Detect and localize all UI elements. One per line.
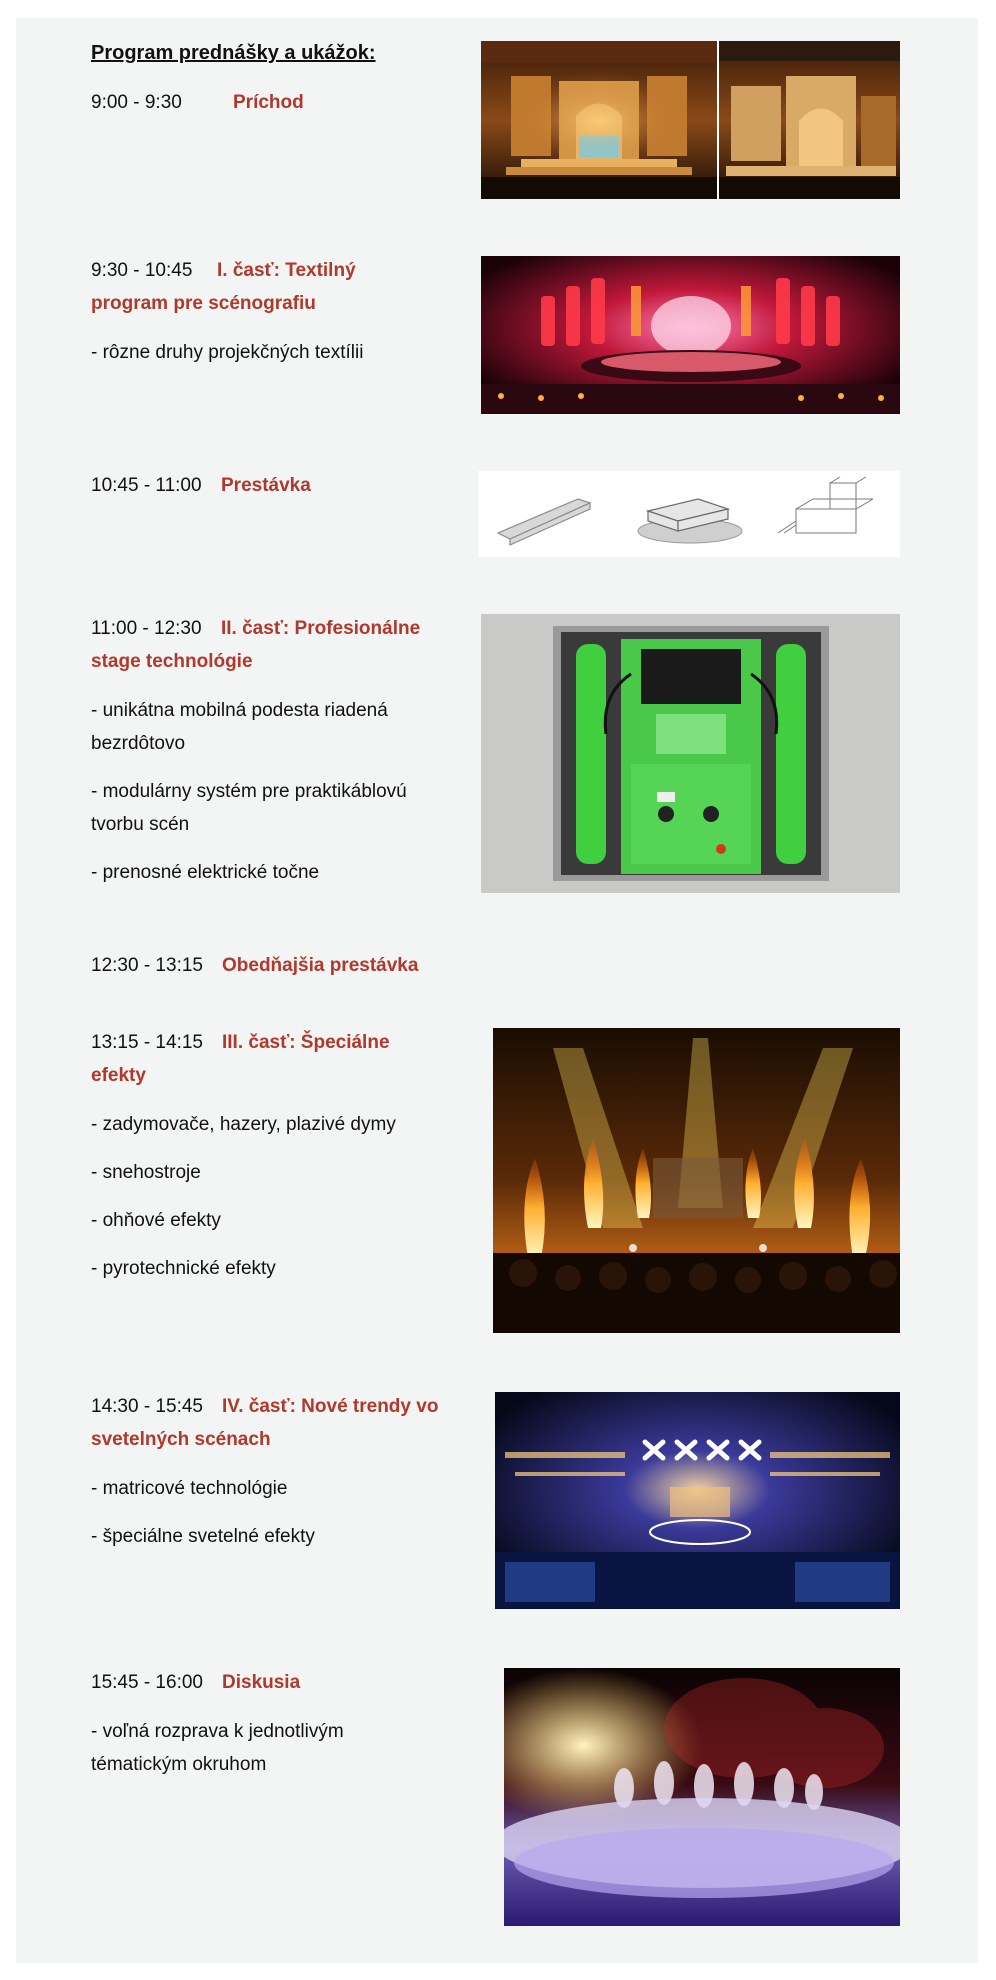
session-6-item-3: - ohňové efekty [91, 1210, 221, 1231]
session-6-item-4: - pyrotechnické efekty [91, 1258, 276, 1279]
stage-set-photo [481, 41, 900, 199]
time-4: 11:00 - 12:30 [91, 618, 202, 639]
session-title-7: IV. časť: Nové trendy vo [222, 1396, 439, 1417]
time-6: 13:15 - 14:15 [91, 1032, 203, 1053]
session-title-6: III. časť: Špeciálne [222, 1032, 390, 1053]
session-4-item-2: bezrdôtovo [91, 733, 186, 754]
session-title-3: Prestávka [221, 475, 311, 496]
session-2-item-1: - rôzne druhy projekčných textílii [91, 342, 364, 363]
session-8-item-2: tématickým okruhom [91, 1754, 267, 1775]
session-title-7-cont: svetelných scénach [91, 1429, 271, 1450]
time-5: 12:30 - 13:15 [91, 955, 203, 976]
time-8: 15:45 - 16:00 [91, 1672, 203, 1693]
textile-stage-photo [481, 256, 900, 414]
session-4-item-3: - modulárny systém pre praktikáblovú [91, 781, 407, 802]
time-3: 10:45 - 11:00 [91, 475, 202, 496]
session-title-2: I. časť: Textilný [217, 260, 356, 281]
session-title-6-cont: efekty [91, 1065, 146, 1086]
session-title-4-cont: stage technológie [91, 651, 253, 672]
session-title-1: Príchod [233, 92, 304, 113]
program-heading: Program prednášky a ukážok: [91, 42, 376, 64]
session-7-item-1: - matricové technológie [91, 1478, 288, 1499]
mobile-platform-photo [481, 614, 900, 893]
session-6-item-2: - snehostroje [91, 1162, 201, 1183]
session-title-8: Diskusia [222, 1672, 301, 1693]
session-4-item-5: - prenosné elektrické točne [91, 862, 320, 883]
time-7: 14:30 - 15:45 [91, 1396, 203, 1417]
stage-platforms-illustration [478, 471, 900, 557]
time-1: 9:00 - 9:30 [91, 92, 182, 113]
fog-dancers-photo [504, 1668, 900, 1926]
session-title-2-cont: program pre scénografiu [91, 293, 316, 314]
special-effects-fire-photo [493, 1028, 900, 1333]
session-4-item-1: - unikátna mobilná podesta riadená [91, 700, 388, 721]
session-6-item-1: - zadymovače, hazery, plazivé dymy [91, 1114, 396, 1135]
session-title-5: Obedňajšia prestávka [222, 955, 419, 976]
light-stage-photo [495, 1392, 900, 1609]
session-title-4: II. časť: Profesionálne [221, 618, 421, 639]
session-4-item-4: tvorbu scén [91, 814, 190, 835]
session-7-item-2: - špeciálne svetelné efekty [91, 1526, 315, 1547]
session-8-item-1: - voľná rozprava k jednotlivým [91, 1721, 344, 1742]
time-2: 9:30 - 10:45 [91, 260, 193, 281]
